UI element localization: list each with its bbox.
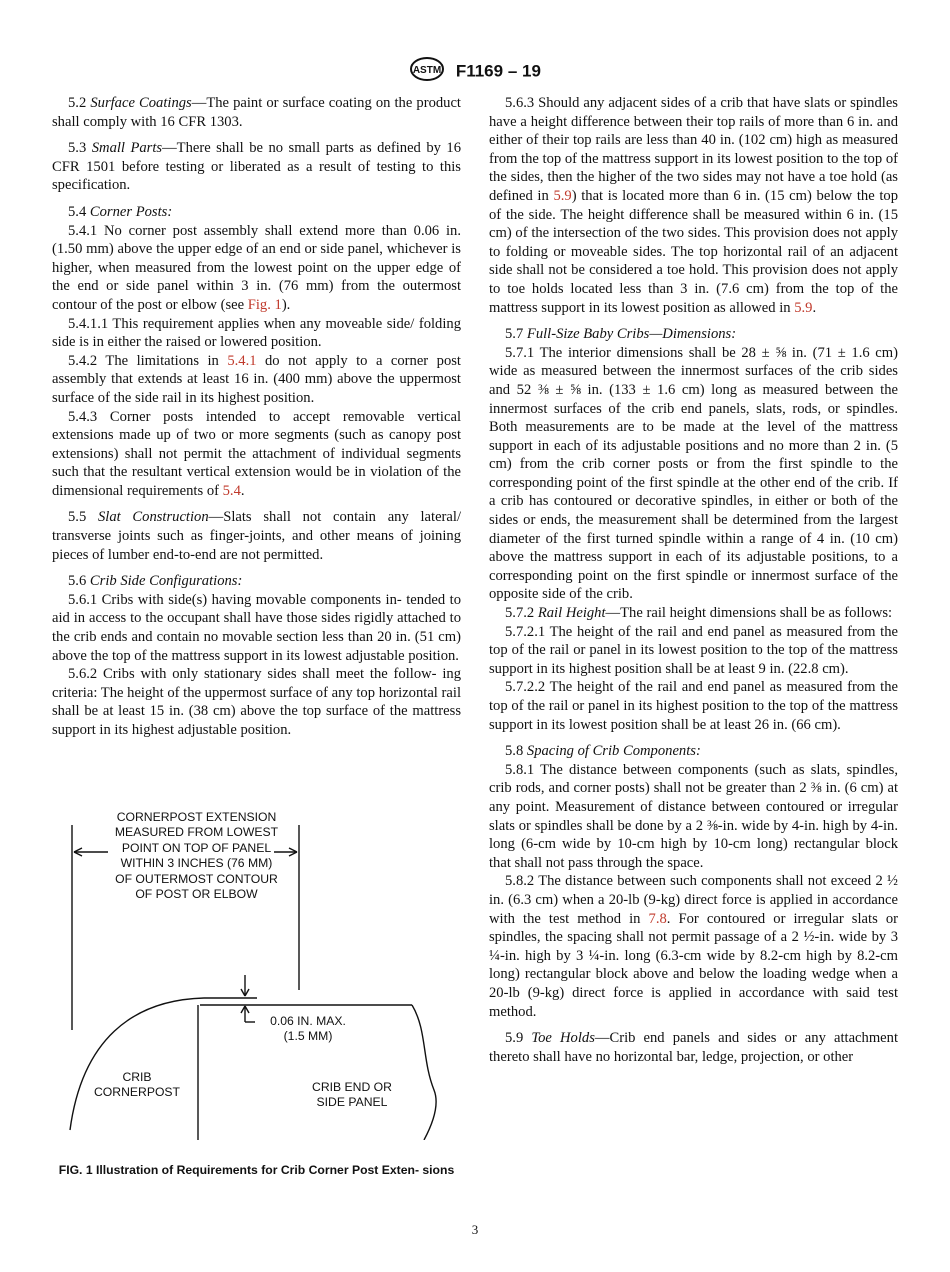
figure-label-extension: CORNERPOST EXTENSION MEASURED FROM LOWEST POINT ON TOP OF PANEL WITHIN 3 INCHES (76 MM) OF OUTERMOST CONTOUR OF POST OR ELBOW <box>114 810 279 902</box>
section-5-2: 5.2 Surface Coatings—The paint or surface coating on the product shall comply with 16 CFR 1303. <box>52 95 461 130</box>
section-5-4-2: 5.4.2 The limitations in 5.4.1 do not apply to a corner post assembly that extends at least 16 in. (400 mm) above the uppermost surface of the side rail in its highest position. <box>52 352 461 406</box>
section-5-9: 5.9 Toe Holds—Crib end panels and sides or any attachment thereto shall have no horizontal bar, ledge, projection, or other <box>489 1030 898 1065</box>
section-5-7-2-1: 5.7.2.1 The height of the rail and end panel as measured from the top of the rail or panel in its lowest position to the top of the mattress support in its highest position shall be at least 9 in. (22.8 cm). <box>489 623 898 677</box>
figure-label-cornerpost: CRIB CORNERPOST <box>94 1070 180 1100</box>
fig-1-link[interactable]: Fig. 1 <box>247 296 282 313</box>
left-column <box>52 94 461 740</box>
section-5-9-link-2[interactable]: 5.9 <box>794 299 813 316</box>
figure-label-panel: CRIB END OR SIDE PANEL <box>312 1080 392 1110</box>
svg-text:ASTM: ASTM <box>412 65 442 76</box>
page-header <box>0 56 950 87</box>
section-5-8: 5.8 Spacing of Crib Components: <box>505 743 701 760</box>
standard-designation: F1169 – 19 <box>455 61 541 81</box>
figure-caption: FIG. 1 Illustration of Requirements for Crib Corner Post Exten- sions <box>58 1163 455 1177</box>
section-5-4-1: 5.4.1 No corner post assembly shall extend more than 0.06 in. (1.50 mm) above the upper edge of an end or side panel, whichever is higher, when measured from the lowest point on the upper edge of the end or side panel within 3 in. (76 mm) from the outermost contour of the post or elbow (see Fig. 1). <box>52 222 461 313</box>
right-column <box>489 94 898 1066</box>
page-number: 3 <box>471 1222 479 1237</box>
section-5-6: 5.6 Crib Side Configurations: <box>68 573 243 590</box>
section-5-7-1: 5.7.1 The interior dimensions shall be 28 ± ⅝ in. (71 ± 1.6 cm) wide as measured between the innermost surfaces of the crib sides and 52 ⅜ ± ⅝ in. (133 ± 1.6 cm) long as measured between the innermost surfaces of the crib end panels, slats, rods, or spindles. Both measurements are to be made at the level of the mattress support in each of its adjustable positions and no more than 2 in. (5 cm) from the crib corner posts or from the first spindle to the corresponding point of the first spindle at the other end of the crib. If a crib has contoured or decorative spindles, in either or both of the sides or ends, the measurement shall be determined from the largest diameter of the first turned spindle within a range of 4 in. (10 cm) above the mattress support in each of its adjustable positions, to a corresponding point on the first spindle or innermost surface of the opposite side of the crib. <box>489 344 898 603</box>
section-5-4-link[interactable]: 5.4 <box>222 482 241 499</box>
cornerpost-contour <box>70 998 204 1130</box>
section-5-4-3: 5.4.3 Corner posts intended to accept removable vertical extensions made up of two or more segments (such as canopy post extensions) shall not permit the attachment of individual segments such that the resultant vertical extension would be in violation of the dimensional requirements of 5.4. <box>52 408 461 499</box>
section-5-6-1: 5.6.1 Cribs with side(s) having movable components in- tended to aid in access to the occupant shall have those sides rigidly attached to the crib ends and contain no movable section less than 20 in. (51 cm) above the top of the mattress support in its lowest adjustable position. <box>52 591 461 664</box>
figure-label-max: 0.06 IN. MAX. (1.5 MM) <box>270 1014 346 1044</box>
section-5-6-2: 5.6.2 Cribs with only stationary sides shall meet the follow- ing criteria: The height of the uppermost surface of any top horizontal rail shall be at least 15 in. (38 cm) above the top surface of the mattress support in its highest adjustable position. <box>52 666 461 738</box>
section-5-9-link[interactable]: 5.9 <box>553 187 572 204</box>
section-5-7-2: 5.7.2 Rail Height—The rail height dimensions shall be as follows: <box>505 605 893 622</box>
figure-1 <box>52 800 461 1140</box>
section-5-8-2: 5.8.2 The distance between such components shall not exceed 2 ½ in. (6.3 cm) when a 20-lb (9-kg) direct force is applied in accordance with the test method in 7.8. For contoured or irregular slats or spindles, the spacing shall not permit passage of a 2 ½-in. wide by 3 ¼-in. high by 3 ¼-in. long (6.3-cm wide by 8.2-cm high by 8.2-cm long) rectangular block above and below the loading wedge when a 20-lb (9-kg) direct force is applied in accordance with said test method. <box>489 873 898 1020</box>
section-5-7-2-2: 5.7.2.2 The height of the rail and end panel as measured from the top of the rail or panel in its highest position to the top of the mattress support in its lowest position shall be at least 26 in. (66 cm). <box>489 679 898 733</box>
section-5-5: 5.5 Slat Construction—Slats shall not contain any lateral/ transverse joints such as finger-joints, and other means of joining pieces of lumber end-to-end are not permitted. <box>52 509 461 563</box>
section-5-8-1: 5.8.1 The distance between components (such as slats, spindles, crib rods, and corner posts) shall not be greater than 2 ⅜ in. (6 cm) at any point. Measurement of distance between contoured or irregular slats or spindles shall be done by a 2 ⅜-in. wide by 4-in. high by 4-in. long (6-cm wide by 10-cm high by 10-cm long) rectangular block that shall not pass through the space. <box>489 761 898 871</box>
section-5-3: 5.3 Small Parts—There shall be no small parts as defined by 16 CFR 1501 before testing or liberated as a result of testing to this specification. <box>52 140 461 194</box>
astm-logo-icon <box>409 56 445 87</box>
section-5-6-3: 5.6.3 Should any adjacent sides of a crib that have slats or spindles have a height difference between their top rails of more than 6 in. and either of their top rails are less than 40 in. (102 cm) high as measured from the top of the mattress support in its lowest position to the top of the sides, then the higher of the two sides may not have a toe hold (as defined in 5.9) that is located more than 6 in. (15 cm) below the top of the side. The height difference shall be measured within 6 in. (15 cm) of the intersection of the two sides. This provision does not apply to folding or moveable sides. The top horizontal rail of an adjacent side shall not be considered a toe hold. This provision does not apply to toe holds located less than 3 in. (7.6 cm) from the top of the mattress support in its lowest position as allowed in 5.9. <box>489 95 898 316</box>
section-7-8-link[interactable]: 7.8 <box>648 910 667 927</box>
section-5-4-1-1: 5.4.1.1 This requirement applies when any moveable side/ folding side is in either the raised or lowered position. <box>52 315 461 351</box>
section-5-4-1-link[interactable]: 5.4.1 <box>227 352 257 369</box>
section-5-7: 5.7 Full-Size Baby Cribs—Dimensions: <box>505 326 737 343</box>
panel-edge <box>412 1005 436 1140</box>
section-5-4: 5.4 Corner Posts: <box>68 203 173 220</box>
